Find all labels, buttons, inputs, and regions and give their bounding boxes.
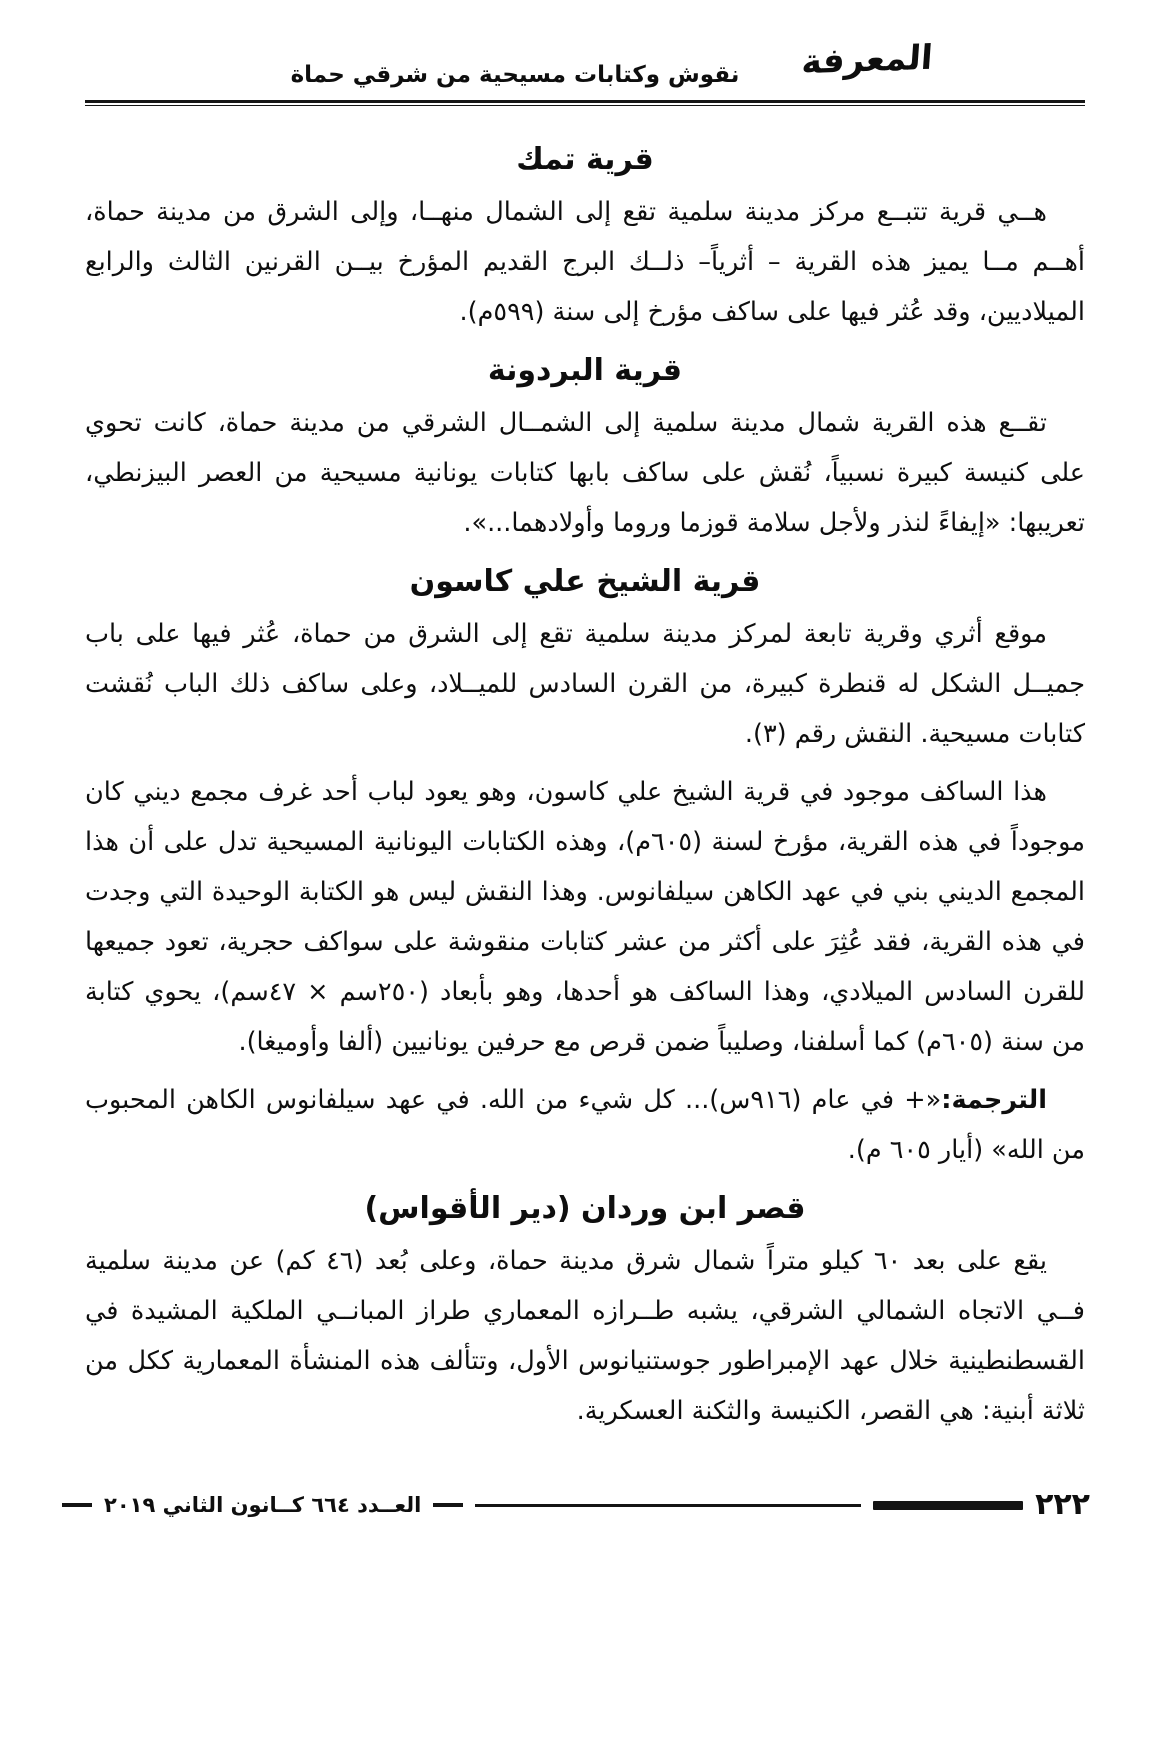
paragraph-qaryat-bardouna: تقــع هذه القرية شمال مدينة سلمية إلى الشمــال الشرقي من مدينة حماة، كانت تحوي على كنيسة كبيرة نسبياً، نُقش على ساكف بابها كتابات يونانية مسيحية من العصر البيزنطي، تعريبها: «إيفاءً لنذر ولأجل سلامة قوزما وروما وأولادهما...». (85, 408, 1085, 538)
article-body (85, 126, 1085, 1444)
footer-issue-label: العــدد ٦٦٤ كــانون الثاني ٢٠١٩ (104, 1493, 422, 1517)
heading-qaryat-bardouna: قرية البردونة (487, 353, 683, 388)
paragraph-sheikh-ali-kasoun-1: موقع أثري وقرية تابعة لمركز مدينة سلمية تقع إلى الشرق من حماة، عُثر فيها على باب جميــل الشكل له قنطرة كبيرة، من القرن السادس للميــلاد، وعلى ساكف ذلك الباب نُقشت كتابات مسيحية. النقش رقم (٣). (85, 619, 1085, 749)
paragraph-sheikh-ali-kasoun-2: هذا الساكف موجود في قرية الشيخ علي كاسون، وهو يعود لباب أحد غرف مجمع ديني كان موجوداً في هذه القرية، مؤرخ لسنة (٦٠٥م)، وهذه الكتابات اليونانية المسيحية تدل على أن هذا المجمع الديني بني في عهد الكاهن سيلفانوس. وهذا النقش ليس هو الكتابة الوحيدة التي وجدت في هذه القرية، فقد عُثِرَ على أكثر من عشر كتابات منقوشة على سواكف حجرية، تعود جميعها للقرن السادس الميلادي، وهذا الساكف هو أحدها، وهو بأبعاد (٢٥٠سم × ٤٧سم)، يحوي كتابة من سنة (٦٠٥م) كما أسلفنا، وصليباً ضمن قرص مع حرفين يونانيين (ألفا وأوميغا). (85, 777, 1085, 1057)
translation-text: «+ في عام (٩١٦س)... كل شيء من الله. في عهد سيلفانوس الكاهن المحبوب من الله» (أيار ٦٠٥ م). (85, 1085, 1085, 1165)
header-running-title: نقوش وكتابات مسيحية من شرقي حماة (290, 62, 740, 88)
page-footer (62, 1487, 1090, 1522)
paragraph-qasr-ibn-wardan: يقع على بعد ٦٠ كيلو متراً شمال شرق مدينة حماة، وعلى بُعد (٤٦ كم) عن مدينة سلمية فــي الاتجاه الشمالي الشرقي، يشبه طــرازه المعماري طراز المبانــي الملكية المشيدة في القسطنطينية خلال عهد الإمبراطور جوستنيانوس الأول، وتتألف هذه المنشأة المعمارية ككل من ثلاثة أبنية: هي القصر، الكنيسة والثكنة العسكرية. (85, 1246, 1085, 1426)
heading-sheikh-ali-kasoun: قرية الشيخ علي كاسون (409, 564, 761, 599)
footer-page-number: ٢٢٢ (1035, 1487, 1090, 1522)
journal-logo: المعرفة (799, 37, 934, 83)
footer-thick-rule (873, 1501, 1023, 1510)
heading-qaryat-tamak: قرية تمك (516, 142, 654, 177)
translation-label: الترجمة: (941, 1085, 1047, 1115)
footer-dash-left (62, 1503, 92, 1507)
footer-dash-right (433, 1503, 463, 1507)
translation-paragraph (85, 1075, 1085, 1175)
paragraph-qaryat-tamak: هــي قرية تتبــع مركز مدينة سلمية تقع إلى الشمال منهــا، وإلى الشرق من مدينة حماة، أهــم مــا يميز هذه القرية – أثرياً– ذلــك البرج القديم المؤرخ بيــن القرنين الثالث والرابع الميلاديين، وقد عُثر فيها على ساكف مؤرخ إلى سنة (٥٩٩م). (85, 197, 1085, 327)
heading-qasr-ibn-wardan: قصر ابن وردان (دير الأقواس) (364, 1191, 806, 1226)
footer-thin-rule (475, 1504, 861, 1507)
header-rule (85, 100, 1085, 106)
